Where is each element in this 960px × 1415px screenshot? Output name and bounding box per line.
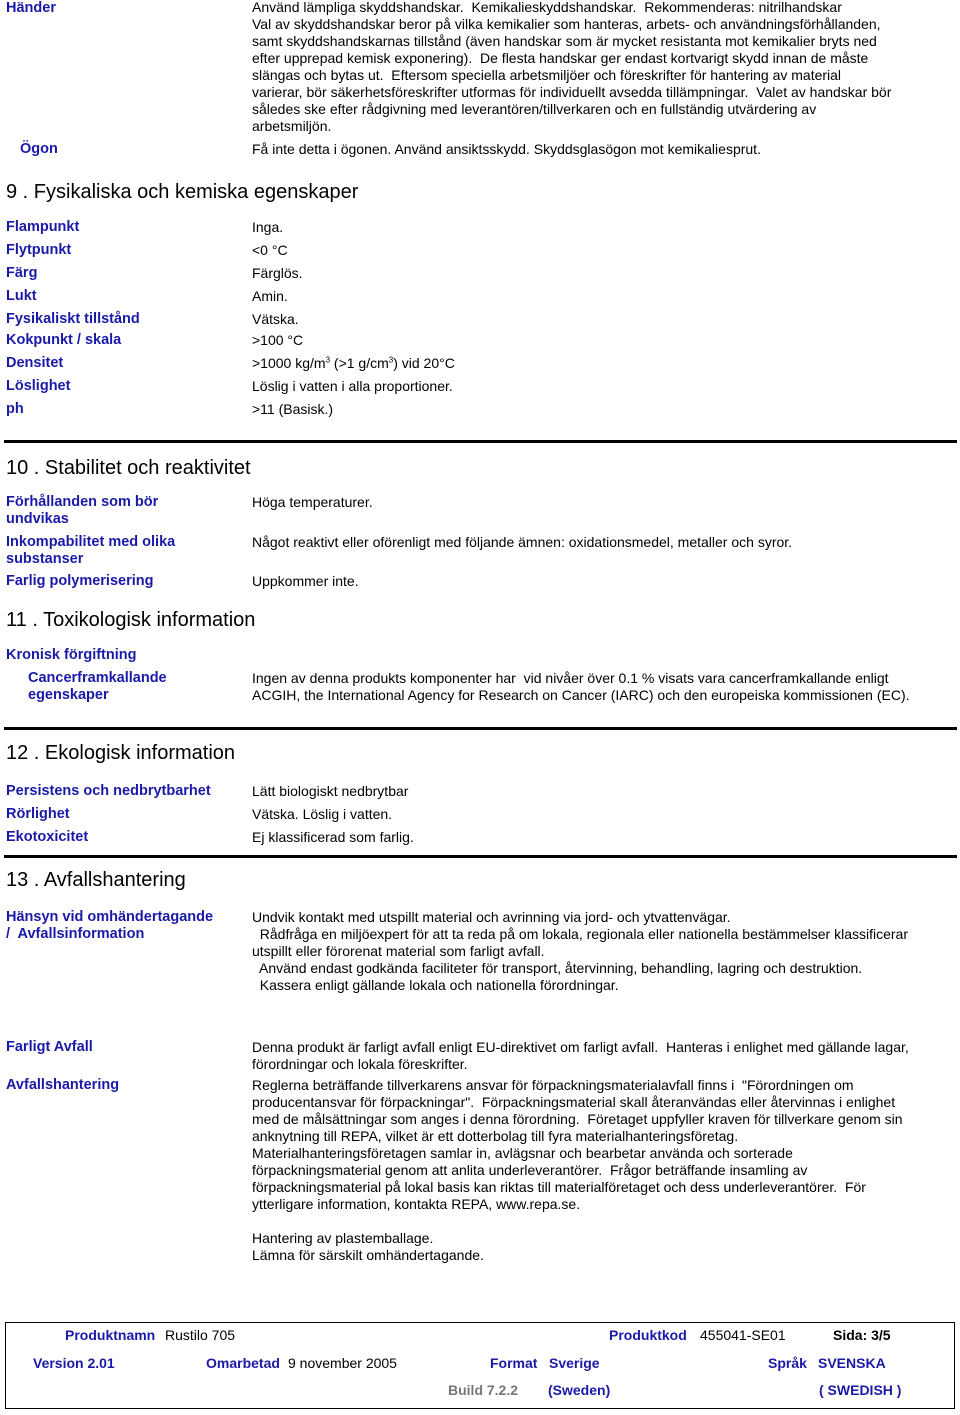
carc-label-line: egenskaper (28, 687, 109, 703)
revised-label: Omarbetad (206, 1355, 280, 1371)
carc-label-line: Cancerframkallande (28, 670, 167, 686)
waste-line: anknytning till REPA, vilket är ett dotterbolag till fyra materialhanteringsföretag. (252, 1128, 739, 1144)
section-divider (4, 855, 957, 858)
chronic-label: Kronisk förgiftning (6, 647, 137, 663)
section-divider (4, 727, 957, 730)
odor-value: Amin. (252, 288, 288, 304)
product-code-label: Produktkod (609, 1327, 687, 1343)
plastic-line: Lämna för särskilt omhändertagande. (252, 1247, 484, 1263)
format-sub: (Sweden) (548, 1382, 611, 1398)
section13-heading: 13 . Avfallshantering (6, 869, 186, 891)
disposal-line: Kassera enligt gällande lokala och nationella förordningar. (252, 977, 619, 993)
hands-line: slängas och bytas ut. Eftersom speciella arbetsmiljöer och föreskrifter för hantering av material (252, 67, 842, 83)
hands-text (252, 0, 952, 135)
boiling-point-value: >100 °C (252, 332, 304, 348)
language-label: Språk (768, 1355, 807, 1371)
density-value (252, 355, 952, 372)
hands-line: således ske efter rådgivning med leverantören/tillverkaren och en fullständig utvärdering av (252, 101, 817, 117)
disposal-line: Undvik kontakt med utspillt material och avrinning via jord- och ytvattenvägar. (252, 909, 731, 925)
density-part: >1000 kg/m (252, 355, 326, 371)
hands-line: samt skyddshandskarnas tillstånd (även handskar som är mycket resistanta mot kemikalier bryts ned (252, 33, 877, 49)
product-name: Rustilo 705 (165, 1327, 236, 1343)
density-sup: 3 (325, 355, 331, 365)
incompat-label-line: substanser (6, 551, 84, 567)
section12-heading: 12 . Ekologisk information (6, 742, 236, 764)
revised-date: 9 november 2005 (288, 1355, 397, 1371)
polymer-value: Uppkommer inte. (252, 573, 359, 589)
section-divider (4, 440, 957, 443)
pourpoint-label: Flytpunkt (6, 242, 72, 258)
disposal-label (6, 909, 213, 943)
waste-line: förpackningsmaterial genom att anlita underleverantörer. Frågor beträffande insamling av (252, 1162, 808, 1178)
waste-line: producentansvar för förpackningar". Förpackningsmaterial skall återanvändas eller återvinnas i enlighet (252, 1094, 896, 1110)
product-name-label: Produktnamn (65, 1327, 156, 1343)
disposal-label-line: / Avfallsinformation (6, 926, 145, 942)
waste-line: med de målsättningar som anges i denna förordning. Företaget uppfyller kraven för tillverkare genom sin (252, 1111, 903, 1127)
build: Build 7.2.2 (448, 1382, 519, 1398)
plastic-line: Hantering av plastemballage. (252, 1230, 434, 1246)
plastic-handling (252, 1230, 952, 1264)
ecotox-label: Ekotoxicitet (6, 829, 89, 845)
page-number: Sida: 3/5 (833, 1327, 891, 1343)
product-code: 455041-SE01 (700, 1327, 786, 1343)
hazwaste-line: förordningar och lokala föreskrifter. (252, 1056, 468, 1072)
density-part: ) vid 20°C (393, 355, 455, 371)
version: Version 2.01 (33, 1355, 115, 1371)
ph-label: ph (6, 401, 24, 417)
avoid-value: Höga temperaturer. (252, 494, 373, 510)
disposal-label-line: Hänsyn vid omhändertagande (6, 909, 214, 925)
disposal-value (252, 909, 952, 994)
solubility-label: Löslighet (6, 378, 71, 394)
eyes-label: Ögon (20, 141, 58, 157)
hands-line: varierar, bör säkerhetsföreskrifter utformas för individuellt avsedda tillämpningar. Valet av handskar bör (252, 84, 892, 100)
section11-heading: 11 . Toxikologisk information (6, 609, 256, 631)
carc-value (252, 670, 952, 704)
waste-line: ytterligare information, kontakta REPA, www.repa.se. (252, 1196, 581, 1212)
incompat-value: Något reaktivt eller oförenligt med följande ämnen: oxidationsmedel, metaller och syror. (252, 534, 793, 550)
flashpoint-value: Inga. (252, 219, 284, 235)
incompat-label (6, 534, 175, 568)
polymer-label: Farlig polymerisering (6, 573, 154, 589)
persistence-label: Persistens och nedbrytbarhet (6, 783, 211, 799)
physical-state-value: Vätska. (252, 311, 299, 327)
disposal-line: utspillt eller förorenat material som farligt avfall. (252, 943, 545, 959)
disposal-line: Rådfråga en miljöexpert för att ta reda på om lokala, regionala eller nationella bestämmelser klassificerar (252, 926, 908, 942)
section10-heading: 10 . Stabilitet och reaktivitet (6, 457, 251, 479)
density-label: Densitet (6, 355, 64, 371)
hands-line: efter upprepad kemisk exponering). De flesta handskar ger endast kortvarigt skydd innan de måste (252, 50, 869, 66)
persistence-value: Lätt biologiskt nedbrytbar (252, 783, 409, 799)
eyes-text: Få inte detta i ögonen. Använd ansiktsskydd. Skyddsglasögon mot kemikaliesprut. (252, 141, 761, 157)
language-value: SVENSKA (818, 1355, 886, 1371)
avoid-label-line: Förhållanden som bör (6, 494, 159, 510)
hazwaste-label: Farligt Avfall (6, 1039, 93, 1055)
hazwaste-value (252, 1039, 952, 1073)
waste-line: Materialhanteringsföretagen samlar in, avlägsnar och bearbetar använda och sorterade (252, 1145, 793, 1161)
color-value: Färglös. (252, 265, 303, 281)
density-sup: 3 (388, 355, 394, 365)
hands-line: Val av skyddshandskar beror på vilka kemikalier som hanteras, arbets- och användningsförhållanden, (252, 16, 881, 32)
disposal-line: Använd endast godkända faciliteter för transport, återvinning, behandling, lagring och destruktion. (252, 960, 863, 976)
density-part: (>1 g/cm (330, 355, 389, 371)
pourpoint-value: <0 °C (252, 242, 288, 258)
avoid-label-line: undvikas (6, 511, 69, 527)
hands-label: Händer (6, 0, 56, 16)
ph-value: >11 (Basisk.) (252, 401, 334, 417)
ecotox-value: Ej klassificerad som farlig. (252, 829, 414, 845)
hazwaste-line: Denna produkt är farligt avfall enligt EU-direktivet om farligt avfall. Hanteras i enlighet med gällande lagar, (252, 1039, 909, 1055)
section9-heading: 9 . Fysikaliska och kemiska egenskaper (6, 181, 359, 203)
color-label: Färg (6, 265, 38, 281)
incompat-label-line: Inkompabilitet med olika (6, 534, 176, 550)
odor-label: Lukt (6, 288, 37, 304)
mobility-value: Vätska. Löslig i vatten. (252, 806, 393, 822)
waste-value (252, 1077, 952, 1213)
carc-label (28, 670, 167, 704)
hands-line: Använd lämpliga skyddshandskar. Kemikalieskyddshandskar. Rekommenderas: nitrilhandskar (252, 0, 842, 15)
carc-line: ACGIH, the International Agency for Research on Cancer (IARC) och den europeiska kommissionen (EC). (252, 687, 910, 703)
mobility-label: Rörlighet (6, 806, 70, 822)
waste-label: Avfallshantering (6, 1077, 120, 1093)
carc-line: Ingen av denna produkts komponenter har vid nivåer över 0.1 % visats vara cancerframkallande enligt (252, 670, 889, 686)
hands-line: arbetsmiljön. (252, 118, 332, 134)
waste-line: Reglerna beträffande tillverkarens ansvar för förpackningsmaterialavfall finns i "Förordningen om (252, 1077, 854, 1093)
flashpoint-label: Flampunkt (6, 219, 80, 235)
solubility-value: Löslig i vatten i alla proportioner. (252, 378, 453, 394)
physical-state-label: Fysikaliskt tillstånd (6, 311, 140, 327)
boiling-point-label: Kokpunkt / skala (6, 332, 122, 348)
avoid-label (6, 494, 158, 528)
waste-line: förpackningsmaterial på lokal basis kan riktas till materialföretaget och dess underleverantörer. För (252, 1179, 866, 1195)
format-value: Sverige (549, 1355, 600, 1371)
format-label: Format (490, 1355, 538, 1371)
language-sub: ( SWEDISH ) (819, 1382, 902, 1398)
